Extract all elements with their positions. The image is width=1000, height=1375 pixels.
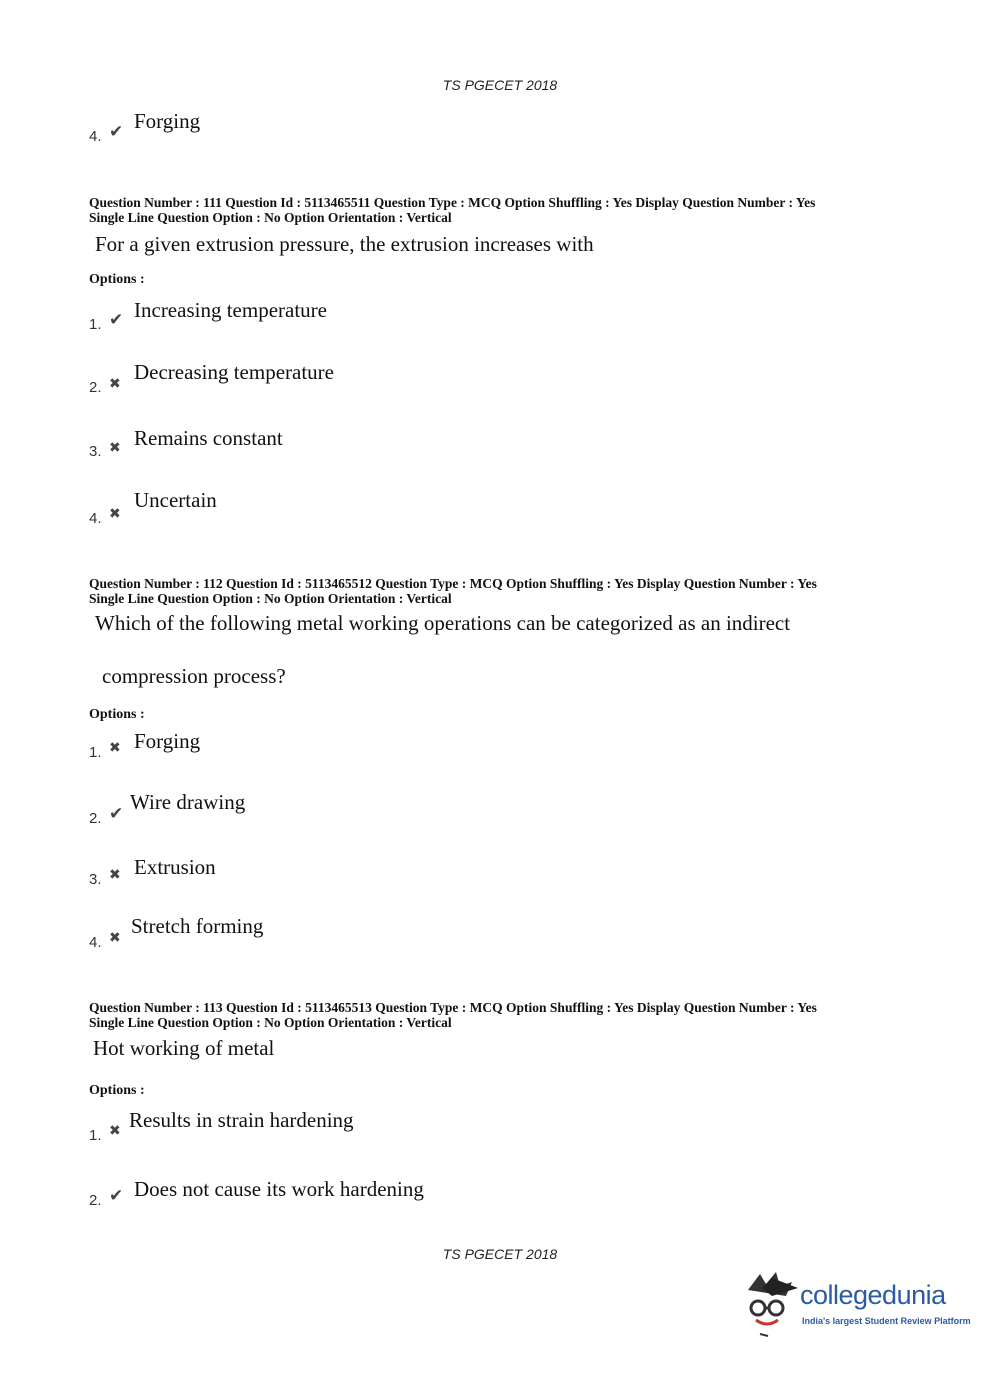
option-text: Increasing temperature	[134, 298, 327, 322]
cross-icon: ✖	[109, 741, 121, 756]
cross-icon: ✖	[109, 931, 121, 946]
options-label: Options :	[89, 1083, 145, 1098]
option-number: 1.	[89, 744, 102, 761]
cross-icon: ✖	[109, 377, 121, 392]
question-meta: Single Line Question Option : No Option Orientation : Vertical	[89, 210, 452, 225]
page-footer: TS PGECET 2018	[442, 1246, 558, 1262]
question-text: For a given extrusion pressure, the extrusion increases with	[95, 232, 594, 256]
question-meta: Question Number : 112 Question Id : 5113465512 Question Type : MCQ Option Shuffling : Yes Display Question Number : Yes	[89, 576, 817, 591]
check-icon: ✔	[109, 122, 124, 141]
option-number: 4.	[89, 934, 102, 951]
cross-icon: ✖	[109, 868, 121, 883]
question-text: Hot working of metal	[93, 1036, 275, 1060]
mascot-icon	[742, 1268, 800, 1338]
option-number: 1.	[89, 1127, 102, 1144]
page-header: TS PGECET 2018	[442, 77, 558, 93]
option-text: Decreasing temperature	[134, 360, 334, 384]
option-number: 1.	[89, 316, 102, 333]
options-label: Options :	[89, 707, 145, 722]
check-icon: ✔	[109, 310, 124, 329]
option-number: 3.	[89, 871, 102, 888]
check-icon: ✔	[109, 1186, 124, 1205]
option-text: Results in strain hardening	[129, 1108, 354, 1132]
option-text: Forging	[134, 729, 201, 753]
option-number: 2.	[89, 810, 102, 827]
cross-icon: ✖	[109, 1124, 121, 1139]
option-text: Stretch forming	[131, 914, 264, 938]
option-number: 4.	[89, 128, 102, 145]
question-text: Which of the following metal working operations can be categorized as an indirect	[95, 611, 791, 635]
cross-icon: ✖	[109, 441, 121, 456]
check-icon: ✔	[109, 804, 124, 823]
question-meta: Question Number : 111 Question Id : 5113465511 Question Type : MCQ Option Shuffling : Yes Display Question Number : Yes	[89, 195, 816, 210]
option-text: Does not cause its work hardening	[134, 1177, 424, 1201]
option-number: 2.	[89, 1192, 102, 1209]
collegedunia-logo	[742, 1268, 972, 1338]
cross-icon: ✖	[109, 507, 121, 522]
option-text: Uncertain	[134, 488, 217, 512]
question-text: compression process?	[102, 664, 286, 688]
question-meta: Single Line Question Option : No Option Orientation : Vertical	[89, 591, 452, 606]
option-text: Extrusion	[134, 855, 216, 879]
option-number: 3.	[89, 443, 102, 460]
option-number: 2.	[89, 379, 102, 396]
option-text: Forging	[134, 109, 201, 133]
option-text: Remains constant	[134, 426, 283, 450]
logo-tagline: India's largest Student Review Platform	[802, 1316, 971, 1326]
question-meta: Single Line Question Option : No Option Orientation : Vertical	[89, 1015, 452, 1030]
question-meta: Question Number : 113 Question Id : 5113465513 Question Type : MCQ Option Shuffling : Yes Display Question Number : Yes	[89, 1000, 817, 1015]
option-text: Wire drawing	[130, 790, 246, 814]
logo-name: collegedunia	[800, 1280, 946, 1310]
options-label: Options :	[89, 272, 145, 287]
option-number: 4.	[89, 510, 102, 527]
